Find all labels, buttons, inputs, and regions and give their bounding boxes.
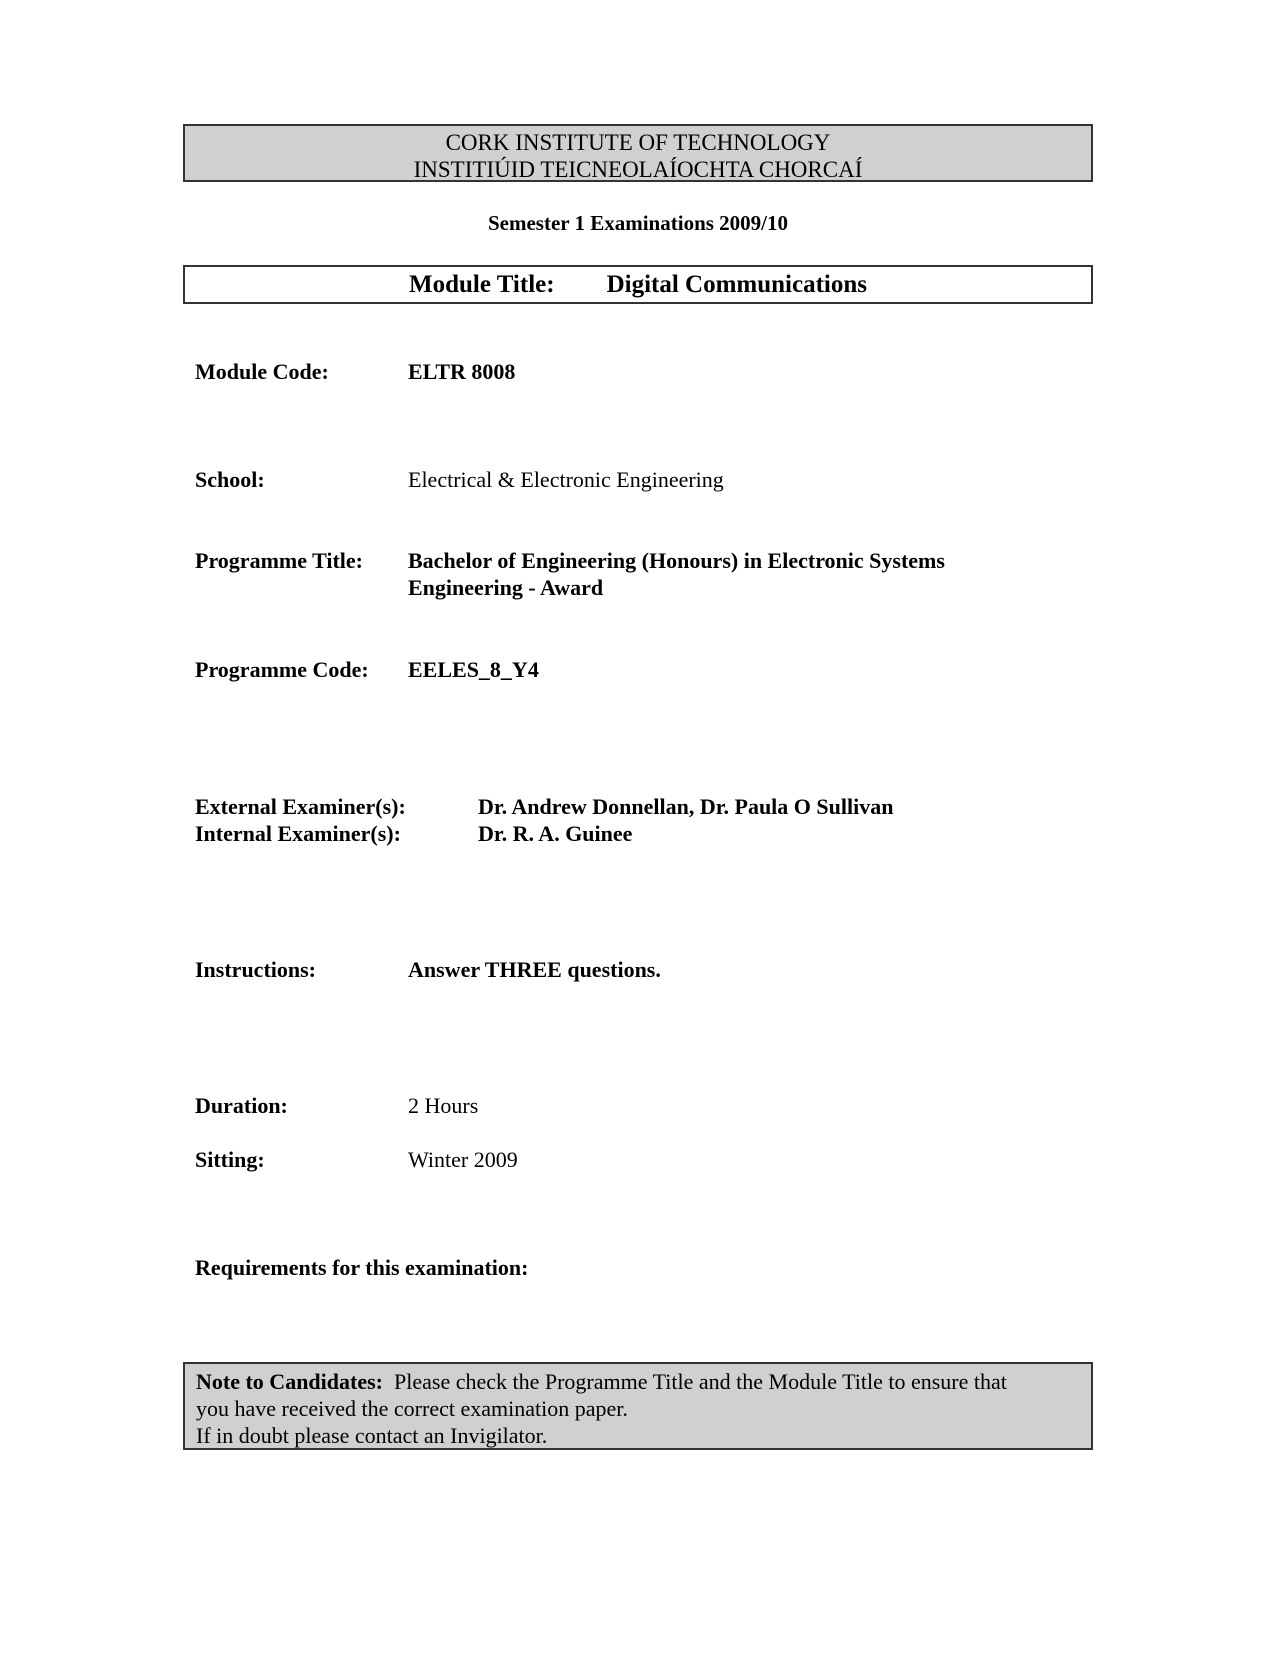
note-text-line2: you have received the correct examination paper. [196, 1396, 628, 1421]
instructions-value: Answer THREE questions. [408, 957, 661, 982]
module-code-label: Module Code: [195, 359, 329, 384]
programme-title-label: Programme Title: [195, 548, 364, 573]
programme-code-value: EELES_8_Y4 [408, 657, 539, 682]
external-examiners-label: External Examiner(s): [195, 794, 406, 819]
note-text-line1: Please check the Programme Title and the Module Title to ensure that [394, 1369, 1007, 1394]
module-title-box [183, 265, 1093, 304]
internal-examiners-value: Dr. R. A. Guinee [478, 821, 633, 846]
note-to-candidates-box [183, 1362, 1093, 1450]
sitting-label: Sitting: [195, 1147, 265, 1172]
note-line-1 [196, 1368, 1081, 1395]
institute-name-english: CORK INSTITUTE OF TECHNOLOGY [445, 130, 831, 155]
sitting-value: Winter 2009 [408, 1147, 518, 1172]
school-value: Electrical & Electronic Engineering [408, 467, 724, 492]
programme-title-value-line1: Bachelor of Engineering (Honours) in Electronic Systems [408, 548, 945, 573]
requirements-label: Requirements for this examination: [195, 1255, 529, 1280]
programme-title-value-line2: Engineering - Award [408, 575, 604, 600]
instructions-label: Instructions: [195, 957, 317, 982]
duration-label: Duration: [195, 1093, 288, 1118]
institute-name-irish: INSTITIÚID TEICNEOLAÍOCHTA CHORCAÍ [413, 157, 863, 182]
school-label: School: [195, 467, 265, 492]
institute-header-box [183, 124, 1093, 182]
module-title-value: Digital Communications [606, 271, 868, 298]
internal-examiners-label: Internal Examiner(s): [195, 821, 401, 846]
external-examiners-value: Dr. Andrew Donnellan, Dr. Paula O Sullivan [478, 794, 894, 819]
duration-value: 2 Hours [408, 1093, 479, 1118]
programme-code-label: Programme Code: [195, 657, 369, 682]
module-code-value: ELTR 8008 [408, 359, 516, 384]
semester-heading: Semester 1 Examinations 2009/10 [487, 211, 789, 235]
note-text-line3: If in doubt please contact an Invigilator. [196, 1423, 548, 1448]
note-label: Note to Candidates: [196, 1369, 383, 1394]
module-title-label: Module Title: [408, 271, 555, 298]
